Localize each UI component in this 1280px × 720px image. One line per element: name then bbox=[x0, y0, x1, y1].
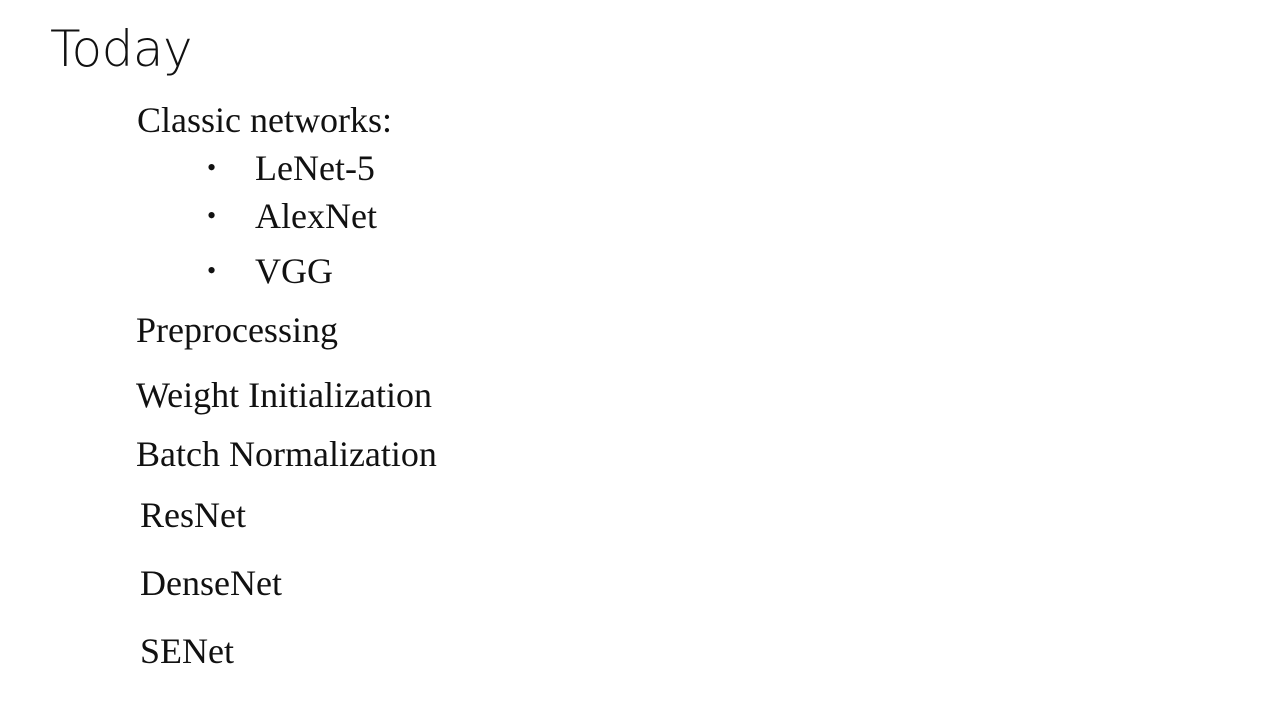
bullet-item-vgg bbox=[207, 253, 333, 289]
slide-title: Today bbox=[50, 20, 193, 78]
classic-networks-heading: Classic networks: bbox=[137, 100, 392, 140]
bullet-item-alexnet bbox=[207, 198, 377, 234]
topic-resnet: ResNet bbox=[140, 495, 246, 535]
bullet-icon: • bbox=[207, 256, 217, 285]
bullet-label: AlexNet bbox=[255, 196, 377, 236]
topic-batch-normalization: Batch Normalization bbox=[136, 434, 437, 474]
bullet-label: LeNet-5 bbox=[255, 148, 375, 188]
bullet-icon: • bbox=[207, 201, 217, 230]
topic-senet: SENet bbox=[140, 631, 234, 671]
topic-weight-initialization: Weight Initialization bbox=[136, 375, 433, 415]
topic-densenet: DenseNet bbox=[140, 563, 282, 603]
bullet-label: VGG bbox=[255, 251, 333, 291]
bullet-item-lenet bbox=[207, 150, 375, 186]
bullet-icon: • bbox=[207, 153, 217, 182]
topic-preprocessing: Preprocessing bbox=[136, 310, 338, 350]
